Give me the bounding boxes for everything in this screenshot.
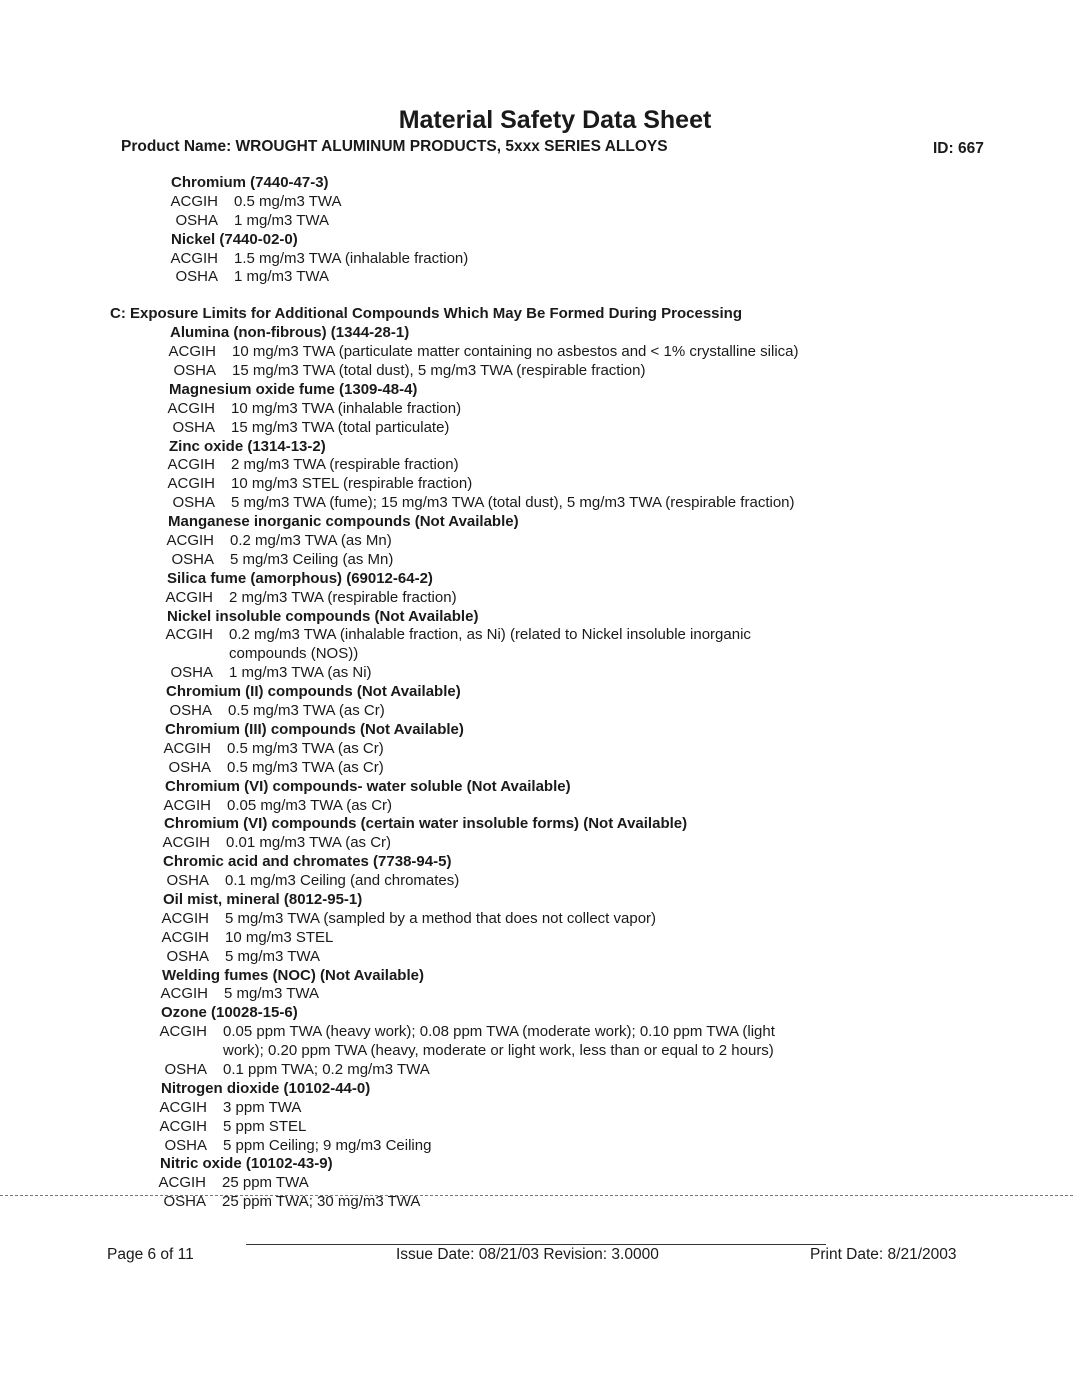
agency-label: ACGIH [163,796,211,814]
exposure-limit-row [0,268,1073,287]
substance-heading: Chromic acid and chromates (7738-94-5) [163,853,452,871]
limit-value: 1 mg/m3 TWA (as Ni) [229,664,372,682]
limit-value: 5 mg/m3 Ceiling (as Mn) [230,550,394,568]
agency-label: ACGIH [160,985,208,1003]
substance-heading: Welding fumes (NOC) (Not Available) [162,966,424,984]
substance-heading: Chromium (II) compounds (Not Available) [166,683,461,701]
page-title: Material Safety Data Sheet [398,106,712,134]
agency-label: ACGIH [167,475,215,493]
exposure-limit-row [0,456,1073,475]
exposure-limit-row [0,929,1073,948]
agency-label: OSHA [163,1193,206,1211]
agency-label: OSHA [170,664,213,682]
agency-label: OSHA [172,494,215,512]
exposure-limit-row [0,759,1073,778]
agency-label: ACGIH [165,626,213,644]
limit-value: 0.05 mg/m3 TWA (as Cr) [227,796,393,814]
agency-label: ACGIH [162,834,210,852]
agency-label: OSHA [173,362,216,380]
exposure-limit-row [0,1193,1073,1212]
agency-label: OSHA [168,758,211,776]
substance-heading: Nitric oxide (10102-43-9) [160,1155,333,1173]
exposure-limit-row [0,551,1073,570]
substance-heading: Chromium (VI) compounds- water soluble (Not Available) [165,777,571,795]
exposure-limit-row [0,1174,1073,1193]
substance-heading: Nickel insoluble compounds (Not Available) [167,607,479,625]
substance-heading: Manganese inorganic compounds (Not Available) [168,513,519,531]
agency-label: ACGIH [170,192,218,210]
product-name: Product Name: WROUGHT ALUMINUM PRODUCTS, 5xxx SERIES ALLOYS [121,138,668,155]
limit-value: 1 mg/m3 TWA [234,268,330,286]
agency-label: ACGIH [159,1023,207,1041]
agency-label: ACGIH [168,343,216,361]
exposure-limit-row [0,362,1073,381]
substance-heading: Silica fume (amorphous) (69012-64-2) [167,569,433,587]
substance-heading: Magnesium oxide fume (1309-48-4) [169,380,418,398]
exposure-limit-row [0,212,1073,231]
limit-value-continued: work); 0.20 ppm TWA (heavy, moderate or light work, less than or equal to 2 hours) [223,1042,774,1060]
page-number: Page 6 of 11 [107,1246,194,1263]
exposure-limit-row [0,910,1073,929]
exposure-limit-row [0,250,1073,269]
limit-value: 0.1 ppm TWA; 0.2 mg/m3 TWA [223,1060,430,1078]
agency-label: OSHA [172,418,215,436]
limit-value: 0.5 mg/m3 TWA (as Cr) [227,739,384,757]
limit-value: 3 ppm TWA [223,1098,302,1116]
exposure-limit-row [0,834,1073,853]
limit-value: 0.5 mg/m3 TWA (as Cr) [227,758,384,776]
exposure-limit-row [0,664,1073,683]
substance-heading: Nitrogen dioxide (10102-44-0) [161,1079,371,1097]
limit-value: 25 ppm TWA; 30 mg/m3 TWA [222,1193,421,1211]
substance-heading: Chromium (VI) compounds (certain water insoluble forms) (Not Available) [164,815,688,833]
substance-heading: Ozone (10028-15-6) [161,1004,298,1022]
limit-value: 25 ppm TWA [222,1174,309,1192]
agency-label: ACGIH [158,1174,206,1192]
agency-label: OSHA [164,1060,207,1078]
footer-rule [246,1244,826,1245]
exposure-limit-row [0,626,1073,645]
exposure-limit-row [0,948,1073,967]
limit-value: 1 mg/m3 TWA [234,211,330,229]
exposure-limit-row [0,532,1073,551]
exposure-limit-row [0,702,1073,721]
agency-label: OSHA [175,211,218,229]
exposure-limit-row [0,343,1073,362]
exposure-limit-row [0,419,1073,438]
agency-label: OSHA [169,702,212,720]
agency-label: ACGIH [163,739,211,757]
agency-label: OSHA [166,872,209,890]
agency-label: ACGIH [166,532,214,550]
exposure-limit-row [0,1023,1073,1042]
exposure-limit-row [0,1137,1073,1156]
limit-value: 0.5 mg/m3 TWA (as Cr) [228,702,385,720]
agency-label: OSHA [175,268,218,286]
exposure-limit-row [0,193,1073,212]
page-cut-line [0,1195,1073,1196]
exposure-limit-row [0,740,1073,759]
limit-value: 5 mg/m3 TWA [225,947,321,965]
limit-value: 5 mg/m3 TWA (sampled by a method that does not collect vapor) [225,909,657,927]
limit-value: 10 mg/m3 TWA (inhalable fraction) [231,399,462,417]
exposure-limit-row [0,1061,1073,1080]
document-body [0,174,1073,1212]
limit-value: 2 mg/m3 TWA (respirable fraction) [231,456,459,474]
limit-value: 0.5 mg/m3 TWA [234,192,342,210]
section-heading: C: Exposure Limits for Additional Compounds Which May Be Formed During Processing [110,305,742,323]
limit-value: 2 mg/m3 TWA (respirable fraction) [229,588,457,606]
agency-label: ACGIH [167,456,215,474]
substance-heading: Nickel (7440-02-0) [171,230,298,248]
agency-label: ACGIH [167,399,215,417]
exposure-limit-row [0,589,1073,608]
exposure-limit-row [0,985,1073,1004]
exposure-limit-row [0,1099,1073,1118]
limit-value: 0.05 ppm TWA (heavy work); 0.08 ppm TWA (moderate work); 0.10 ppm TWA (light [223,1023,775,1041]
limit-value: 5 mg/m3 TWA [224,985,320,1003]
document-id: ID: 667 [933,140,984,157]
exposure-limit-row [0,475,1073,494]
substance-heading: Chromium (7440-47-3) [171,174,329,191]
limit-value: 15 mg/m3 TWA (total particulate) [231,418,450,436]
agency-label: ACGIH [161,909,209,927]
exposure-limit-row [0,400,1073,419]
limit-value: 5 ppm STEL [223,1117,307,1135]
spacer [0,287,1073,305]
limit-value: 0.2 mg/m3 TWA (as Mn) [230,532,392,550]
substance-heading: Chromium (III) compounds (Not Available) [165,720,464,738]
limit-value: 5 ppm Ceiling; 9 mg/m3 Ceiling [223,1136,432,1154]
exposure-limit-row [0,494,1073,513]
print-date: Print Date: 8/21/2003 [810,1246,957,1263]
limit-value: 5 mg/m3 TWA (fume); 15 mg/m3 TWA (total dust), 5 mg/m3 TWA (respirable fraction) [231,494,795,512]
substance-heading: Zinc oxide (1314-13-2) [169,437,326,455]
agency-label: ACGIH [159,1117,207,1135]
agency-label: OSHA [166,947,209,965]
limit-value: 10 mg/m3 TWA (particulate matter containing no asbestos and < 1% crystalline silica) [232,343,799,361]
substance-heading: Alumina (non-fibrous) (1344-28-1) [170,324,410,342]
exposure-limit-row [0,872,1073,891]
limit-value: 0.1 mg/m3 Ceiling (and chromates) [225,872,460,890]
agency-label: ACGIH [161,928,209,946]
agency-label: OSHA [164,1136,207,1154]
issue-revision: Issue Date: 08/21/03 Revision: 3.0000 [396,1246,659,1263]
limit-value: 10 mg/m3 STEL [225,928,334,946]
limit-value-continued: compounds (NOS)) [229,645,359,663]
agency-label: ACGIH [170,249,218,267]
limit-value: 0.01 mg/m3 TWA (as Cr) [226,834,392,852]
limit-value: 10 mg/m3 STEL (respirable fraction) [231,475,473,493]
limit-value: 1.5 mg/m3 TWA (inhalable fraction) [234,249,469,267]
limit-value: 15 mg/m3 TWA (total dust), 5 mg/m3 TWA (respirable fraction) [232,362,646,380]
exposure-limit-row [0,1118,1073,1137]
agency-label: ACGIH [159,1098,207,1116]
limit-value: 0.2 mg/m3 TWA (inhalable fraction, as Ni) (related to Nickel insoluble inorganic [229,626,751,644]
exposure-limit-row [0,797,1073,816]
substance-heading: Oil mist, mineral (8012-95-1) [163,890,363,908]
agency-label: OSHA [171,550,214,568]
agency-label: ACGIH [165,588,213,606]
